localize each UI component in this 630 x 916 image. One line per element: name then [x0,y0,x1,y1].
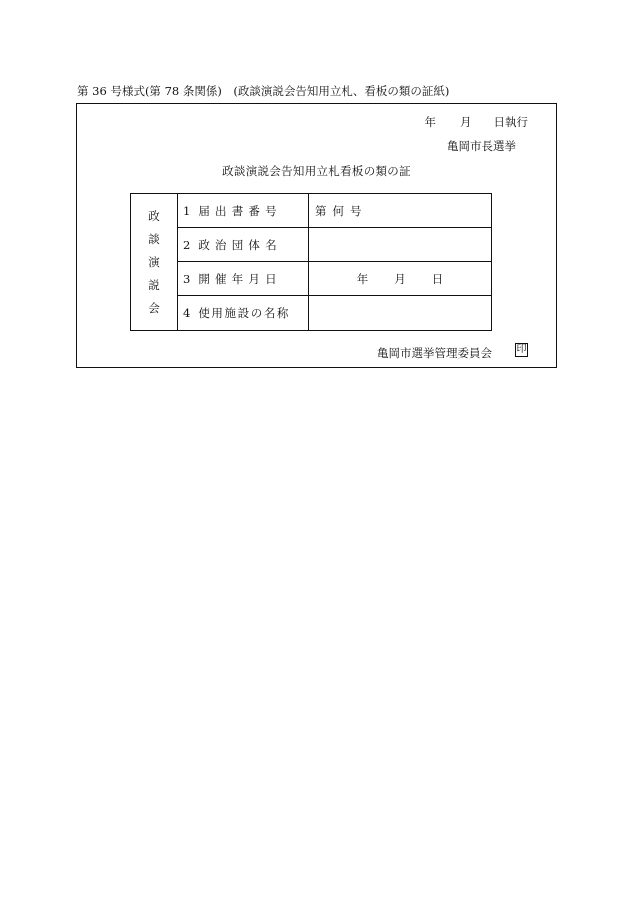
date-month-label: 月 [460,115,472,129]
value-part: 号 [350,203,368,218]
side-label-political-speech-meeting [131,194,178,330]
table-row-political-group-name [178,228,491,262]
form-heading: 第 36 号様式(第 78 条関係) (政談演説会告知用立札、看板の類の証紙) [77,84,450,98]
election-name: 亀岡市長選挙 [447,139,516,153]
execution-date [425,114,529,130]
row-number: 3 [183,271,191,286]
certificate-table [130,193,492,331]
value-part: 第 [315,203,333,218]
side-label-char: 会 [148,301,160,315]
value-part: 何 [332,203,350,218]
row-label [178,296,309,330]
row-number: 1 [183,203,191,218]
value-part: 月 [394,271,406,286]
row-label [178,194,309,227]
certificate-frame [76,103,557,368]
side-label-char: 演 [148,255,160,269]
value-part: 日 [431,271,444,286]
side-label-char: 政 [148,209,160,223]
date-year-label: 年 [424,115,436,129]
side-label-char: 談 [148,232,160,246]
row-label-text: 政治団体名 [198,237,282,252]
row-label-text: 開催年月日 [198,271,282,286]
row-label-text: 届出書番号 [198,203,282,218]
facility-name-field[interactable] [309,296,491,330]
certificate-title: 政談演説会告知用立札看板の類の証 [222,164,411,178]
side-label-char: 説 [148,278,160,292]
row-number: 2 [183,237,191,252]
row-label-text: 使用施設の名称 [198,306,291,320]
notification-number-field[interactable] [309,194,491,227]
date-day-issued-label: 日執行 [493,115,528,129]
row-number: 4 [183,306,191,320]
seal-mark: 印 [516,344,527,355]
value-part: 年 [356,271,369,286]
table-row-facility-name [178,296,491,330]
row-label [178,228,309,261]
table-row-notification-number [178,194,491,228]
table-row-meeting-date [178,262,491,296]
political-group-name-field[interactable] [309,228,491,261]
meeting-date-field[interactable] [309,262,491,295]
issuing-committee: 亀岡市選挙管理委員会 [377,346,492,360]
row-label [178,262,309,295]
